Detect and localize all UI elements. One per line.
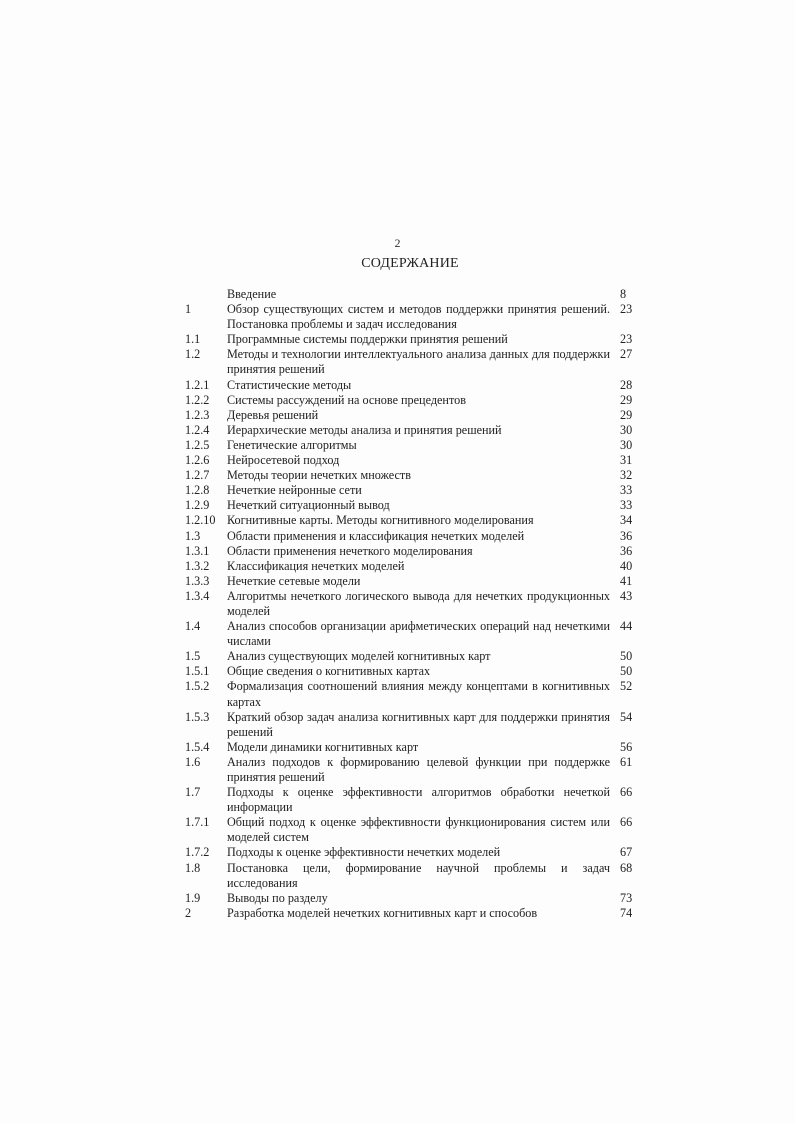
toc-entry-page: 61 (620, 754, 633, 769)
toc-entry-number: 1.3.3 (185, 573, 210, 588)
toc-entry-title: Введение (227, 287, 277, 301)
toc-entry-number: 1 (185, 302, 192, 317)
toc-entry (185, 529, 635, 544)
toc-entry (185, 785, 635, 815)
toc-entry-number: 1.3 (185, 528, 201, 543)
toc-entry (185, 906, 635, 921)
toc-entry-title: Выводы по разделу (227, 890, 328, 905)
toc-entry (185, 468, 635, 483)
toc-entry (185, 544, 635, 559)
toc-entry-number: 1.2.3 (185, 407, 210, 422)
toc-entry (185, 740, 635, 755)
toc-entry (185, 891, 635, 906)
toc-entry-page: 29 (620, 407, 633, 422)
toc-entry-page: 32 (620, 468, 633, 483)
toc-entry (185, 438, 635, 453)
toc-entry-title: Иерархические методы анализа и принятия решений (227, 422, 502, 437)
toc-entry-page: 36 (620, 528, 633, 543)
toc-entry (185, 513, 635, 528)
toc-entry (185, 483, 635, 498)
toc-entry-title: Генетические алгоритмы (227, 437, 357, 452)
toc-entry-title: Системы рассуждений на основе прецедентов (227, 392, 466, 407)
toc-entry-page: 74 (620, 905, 633, 920)
toc-entry-number: 1.5.4 (185, 739, 210, 754)
toc-entry-number: 1.7.1 (185, 815, 210, 830)
toc-entry-page: 67 (620, 845, 633, 860)
toc-entry-title: Постановка цели, формирование научной проблемы и задач исследования (227, 860, 610, 890)
toc-entry (185, 347, 635, 377)
toc-entry-number: 1.2.2 (185, 392, 210, 407)
toc-entry-number: 1.6 (185, 754, 201, 769)
toc-entry-title: Нечеткие сетевые модели (227, 573, 361, 588)
toc-entry-title: Краткий обзор задач анализа когнитивных карт для поддержки принятия решений (227, 709, 610, 739)
toc-entry-title: Деревья решений (227, 407, 319, 422)
toc-entry-page: 50 (620, 664, 633, 679)
toc-entry-title: Нечеткие нейронные сети (227, 483, 362, 498)
toc-entry (185, 619, 635, 649)
toc-entry-page: 44 (620, 619, 633, 634)
toc-entry-page: 73 (620, 890, 633, 905)
toc-entry (185, 589, 635, 619)
toc-entry-page: 33 (620, 498, 633, 513)
toc-entry (185, 498, 635, 513)
toc-entry-title: Методы и технологии интеллектуального анализа данных для поддержки принятия решений (227, 347, 610, 377)
toc-entry-title: Анализ существующих моделей когнитивных карт (227, 649, 491, 664)
toc-entry (185, 332, 635, 347)
toc-entry-title: Общий подход к оценке эффективности функционирования систем или моделей систем (227, 815, 610, 845)
page-number: 2 (394, 236, 401, 250)
toc-entry-page: 52 (620, 679, 633, 694)
toc-entry (185, 287, 635, 302)
toc-entry-number: 1.9 (185, 890, 201, 905)
toc-entry-title: Формализация соотношений влияния между концептами в когнитивных картах (227, 679, 610, 709)
toc-entry-title: Разработка моделей нечетких когнитивных карт и способов (227, 905, 538, 920)
toc-entry-title: Алгоритмы нечеткого логического вывода для нечетких продукционных моделей (227, 588, 610, 618)
toc-entry-number: 1.2.7 (185, 468, 210, 483)
toc-entry-title: Анализ подходов к формированию целевой функции при поддержке принятия решений (227, 754, 610, 784)
page-title: СОДЕРЖАНИЕ (361, 256, 459, 271)
toc-entry-page: 41 (620, 573, 633, 588)
toc-entry-page: 8 (620, 287, 627, 301)
toc-entry-number: 1.2.6 (185, 453, 210, 468)
toc-entry (185, 423, 635, 438)
toc-entry-title: Подходы к оценке эффективности алгоритмов обработки нечеткой информации (227, 785, 610, 815)
toc-entry-title: Когнитивные карты. Методы когнитивного моделирования (227, 513, 534, 528)
toc-entry-number: 1.4 (185, 619, 201, 634)
toc-entry-number: 1.3.2 (185, 558, 210, 573)
toc-entry-title: Нечеткий ситуационный вывод (227, 498, 390, 513)
toc-entry-title: Подходы к оценке эффективности нечетких моделей (227, 845, 501, 860)
toc-entry-page: 31 (620, 453, 633, 468)
toc-entry-page: 28 (620, 377, 633, 392)
toc-entry-page: 56 (620, 739, 633, 754)
toc-entry (185, 574, 635, 589)
toc-entry-number: 1.5.3 (185, 709, 210, 724)
toc-entry-number: 1.3.4 (185, 588, 210, 603)
toc-entry (185, 755, 635, 785)
toc-entry (185, 845, 635, 860)
toc-entry-title: Общие сведения о когнитивных картах (227, 664, 431, 679)
toc-entry (185, 664, 635, 679)
toc-entry-title: Обзор существующих систем и методов поддержки принятия решений. Постановка проблемы и задач исследования (227, 302, 610, 332)
toc-entry-page: 66 (620, 785, 633, 800)
toc-entry-number: 1.2.4 (185, 422, 210, 437)
toc-entry-page: 34 (620, 513, 633, 528)
toc-entry-page: 68 (620, 860, 633, 875)
toc-entry-page: 29 (620, 392, 633, 407)
toc-entry-number: 1.7 (185, 785, 201, 800)
toc-entry-number: 1.2 (185, 347, 201, 362)
toc-entry-number: 1.5.1 (185, 664, 210, 679)
toc-entry-page: 23 (620, 302, 633, 317)
toc-entry-number: 1.5.2 (185, 679, 210, 694)
toc-entry-number: 1.8 (185, 860, 201, 875)
toc-entry (185, 559, 635, 574)
toc-entry-title: Программные системы поддержки принятия решений (227, 332, 508, 347)
toc-entry (185, 649, 635, 664)
toc-entry-title: Модели динамики когнитивных карт (227, 739, 419, 754)
toc-entry (185, 861, 635, 891)
toc-entry-number: 1.2.8 (185, 483, 210, 498)
toc-entry-page: 54 (620, 709, 633, 724)
toc-entry-page: 36 (620, 543, 633, 558)
toc-entry-page: 50 (620, 649, 633, 664)
toc-entry-title: Области применения и классификация нечетких моделей (227, 528, 525, 543)
toc-entry-page: 30 (620, 437, 633, 452)
table-of-contents (185, 287, 635, 921)
toc-entry-title: Нейросетевой подход (227, 453, 340, 468)
toc-entry-page: 27 (620, 347, 633, 362)
toc-entry-page: 66 (620, 815, 633, 830)
toc-entry-number: 2 (185, 905, 192, 920)
toc-entry-number: 1.2.10 (185, 513, 216, 528)
toc-entry (185, 679, 635, 709)
toc-entry-number: 1.2.9 (185, 498, 210, 513)
toc-entry (185, 453, 635, 468)
toc-entry (185, 393, 635, 408)
toc-entry-page: 30 (620, 422, 633, 437)
toc-entry-number: 1.1 (185, 332, 201, 347)
toc-entry (185, 302, 635, 332)
toc-entry-title: Анализ способов организации арифметических операций над нечеткими числами (227, 619, 610, 649)
toc-entry-title: Методы теории нечетких множеств (227, 468, 412, 483)
toc-entry (185, 815, 635, 845)
toc-entry-number: 1.2.1 (185, 377, 210, 392)
toc-entry-number: 1.2.5 (185, 437, 210, 452)
toc-entry-page: 23 (620, 332, 633, 347)
toc-entry-page: 43 (620, 588, 633, 603)
toc-entry (185, 408, 635, 423)
toc-entry-title: Статистические методы (227, 377, 352, 392)
toc-entry-title: Классификация нечетких моделей (227, 558, 405, 573)
toc-entry (185, 710, 635, 740)
toc-entry-number: 1.3.1 (185, 543, 210, 558)
toc-entry-number: 1.5 (185, 649, 201, 664)
toc-entry (185, 378, 635, 393)
toc-entry-page: 33 (620, 483, 633, 498)
toc-entry-page: 40 (620, 558, 633, 573)
toc-entry-title: Области применения нечеткого моделирования (227, 543, 473, 558)
toc-entry-number: 1.7.2 (185, 845, 210, 860)
